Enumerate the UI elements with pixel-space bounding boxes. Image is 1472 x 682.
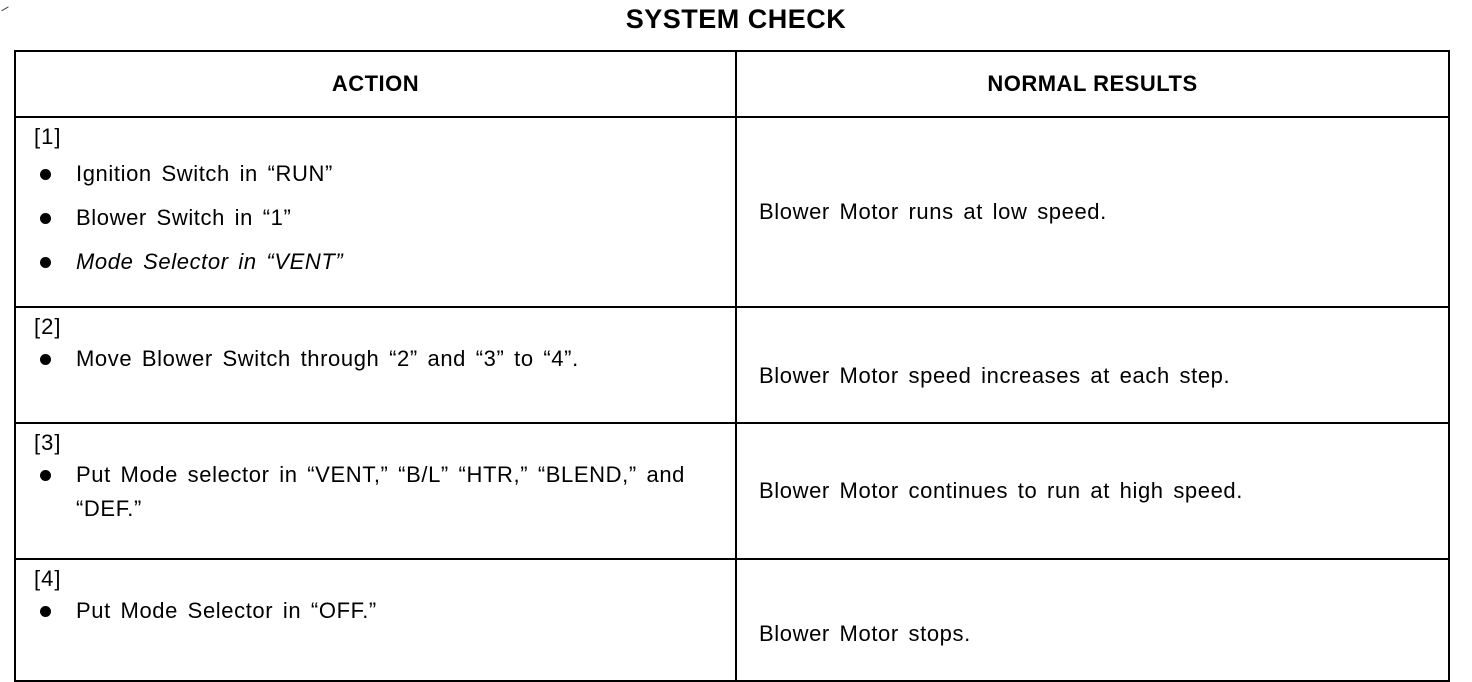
result-cell: Blower Motor stops.: [736, 559, 1449, 681]
action-text: Move Blower Switch through “2” and “3” to “4”.: [76, 346, 579, 371]
action-cell: [15, 307, 736, 423]
action-text: Ignition Switch in “RUN”: [76, 161, 333, 186]
list-item: [34, 196, 723, 240]
step-number: [3]: [34, 430, 62, 455]
bullet-icon: [40, 470, 51, 481]
result-cell: Blower Motor speed increases at each step.: [736, 307, 1449, 423]
table-row: [15, 117, 1449, 307]
action-text: Put Mode selector in “VENT,” “B/L” “HTR,” “BLEND,” and “DEF.”: [76, 462, 685, 521]
bullet-icon: [40, 213, 51, 224]
action-header: ACTION: [15, 51, 736, 117]
list-item: [34, 594, 723, 628]
step-number: [1]: [34, 124, 62, 149]
bullet-icon: [40, 606, 51, 617]
page-title: SYSTEM CHECK: [625, 4, 847, 34]
list-item: [34, 240, 723, 284]
action-list: [34, 458, 723, 526]
normal-results-header: NORMAL RESULTS: [736, 51, 1449, 117]
action-list: [34, 594, 723, 628]
action-cell: [15, 559, 736, 681]
list-item: [34, 152, 723, 196]
table-row: [15, 307, 1449, 423]
action-cell: [15, 117, 736, 307]
result-cell: Blower Motor continues to run at high speed.: [736, 423, 1449, 559]
table-row: [15, 423, 1449, 559]
result-cell: Blower Motor runs at low speed.: [736, 117, 1449, 307]
action-cell: [15, 423, 736, 559]
action-text: Mode Selector in “VENT”: [76, 249, 344, 274]
table-row: [15, 559, 1449, 681]
action-list: [34, 342, 723, 376]
bullet-icon: [40, 169, 51, 180]
header-row: [15, 51, 1449, 117]
step-number: [4]: [34, 566, 62, 591]
step-number: [2]: [34, 314, 62, 339]
list-item: [34, 342, 723, 376]
bullet-icon: [40, 257, 51, 268]
bullet-icon: [40, 354, 51, 365]
system-check-table: [14, 50, 1450, 682]
action-list: [34, 152, 723, 284]
list-item: [34, 458, 723, 526]
action-text: Blower Switch in “1”: [76, 205, 292, 230]
action-text: Put Mode Selector in “OFF.”: [76, 598, 377, 623]
